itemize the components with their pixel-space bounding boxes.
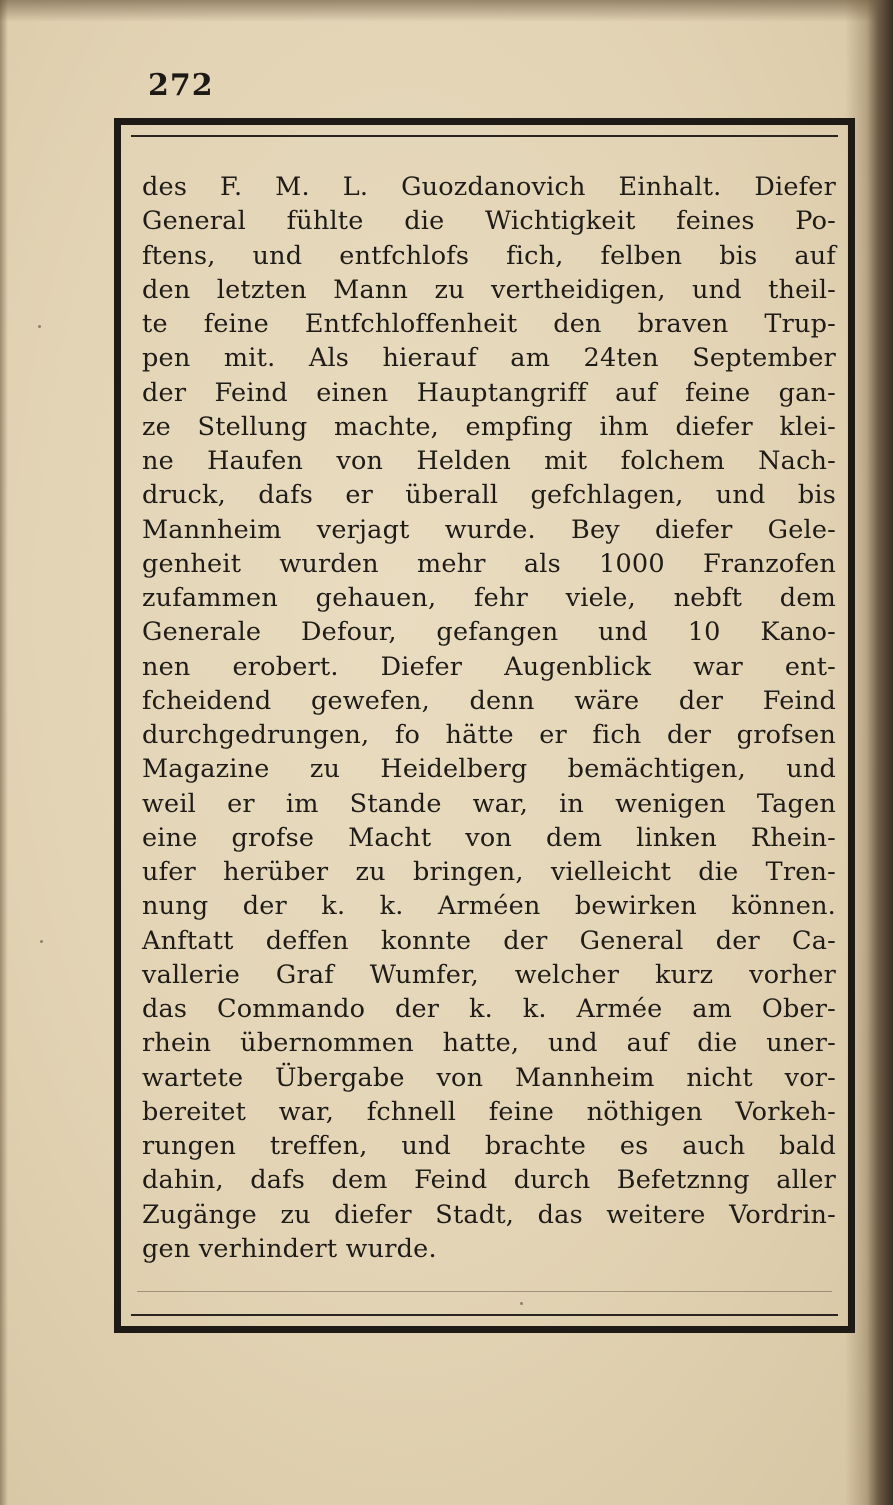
- text-line: Magazine zu Heidelberg bemächtigen, und: [142, 754, 836, 785]
- page-left-edge: [0, 0, 8, 1505]
- text-line: ne Haufen von Helden mit folchem Nach-: [142, 446, 836, 476]
- body-text: [142, 170, 836, 1266]
- text-line: Zugänge zu diefer Stadt, das weitere Vordrin-: [142, 1199, 836, 1230]
- text-line: pen mit. Als hierauf am 24ten September: [142, 343, 836, 374]
- text-line: General fühlte die Wichtigkeit feines Po-: [142, 206, 836, 237]
- text-line: fcheidend gewefen, denn wäre der Feind: [142, 685, 836, 716]
- text-line: weil er im Stande war, in wenigen Tagen: [142, 788, 836, 819]
- paper-speck: [520, 1302, 523, 1305]
- text-line: ze Stellung machte, empfing ihm diefer klei-: [142, 411, 836, 442]
- text-frame-bottom-rule: [137, 1291, 832, 1292]
- text-line: wartete Übergabe von Mannheim nicht vor-: [142, 1062, 836, 1093]
- text-line: rungen treffen, und brachte es auch bald: [142, 1131, 836, 1161]
- text-line: zufammen gehauen, fehr viele, nebft dem: [142, 583, 836, 613]
- text-line: te feine Entfchloffenheit den braven Trup-: [142, 309, 836, 339]
- text-line: Mannheim verjagt wurde. Bey diefer Gele-: [142, 514, 836, 545]
- text-line: rhein übernommen hatte, und auf die uner-: [142, 1028, 836, 1059]
- text-line: nung der k. k. Arméen bewirken können.: [142, 891, 836, 922]
- text-line: das Commando der k. k. Armée am Ober-: [142, 994, 836, 1024]
- text-line: Generale Defour, gefangen und 10 Kano-: [142, 617, 836, 648]
- page-number: 272: [148, 68, 214, 103]
- text-line: nen erobert. Diefer Augenblick war ent-: [142, 651, 836, 682]
- text-line: durchgedrungen, fo hätte er fich der grofsen: [142, 720, 836, 750]
- text-line: eine grofse Macht von dem linken Rhein-: [142, 822, 836, 853]
- paper-speck: [40, 940, 43, 943]
- text-line: vallerie Graf Wumfer, welcher kurz vorher: [142, 959, 836, 990]
- paper-speck: [38, 325, 41, 328]
- text-line: bereitet war, fchnell feine nöthigen Vorkeh-: [142, 1096, 836, 1127]
- text-line: dahin, dafs dem Feind durch Befetznng aller: [142, 1165, 836, 1196]
- text-line-last: gen verhindert wurde.: [142, 1233, 437, 1264]
- page-top-shadow: [0, 0, 893, 22]
- text-line: ufer herüber zu bringen, vielleicht die Tren-: [142, 857, 836, 887]
- text-line: ftens, und entfchlofs fich, felben bis auf: [142, 240, 836, 271]
- text-line: druck, dafs er überall gefchlagen, und bis: [142, 480, 836, 511]
- text-line: des F. M. L. Guozdanovich Einhalt. Diefer: [142, 172, 836, 202]
- text-line: Anftatt deffen konnte der General der Ca-: [142, 925, 836, 956]
- text-line: genheit wurden mehr als 1000 Franzofen: [142, 548, 836, 579]
- text-line: den letzten Mann zu vertheidigen, und theil-: [142, 274, 836, 305]
- text-line: der Feind einen Hauptangriff auf feine gan-: [142, 377, 836, 408]
